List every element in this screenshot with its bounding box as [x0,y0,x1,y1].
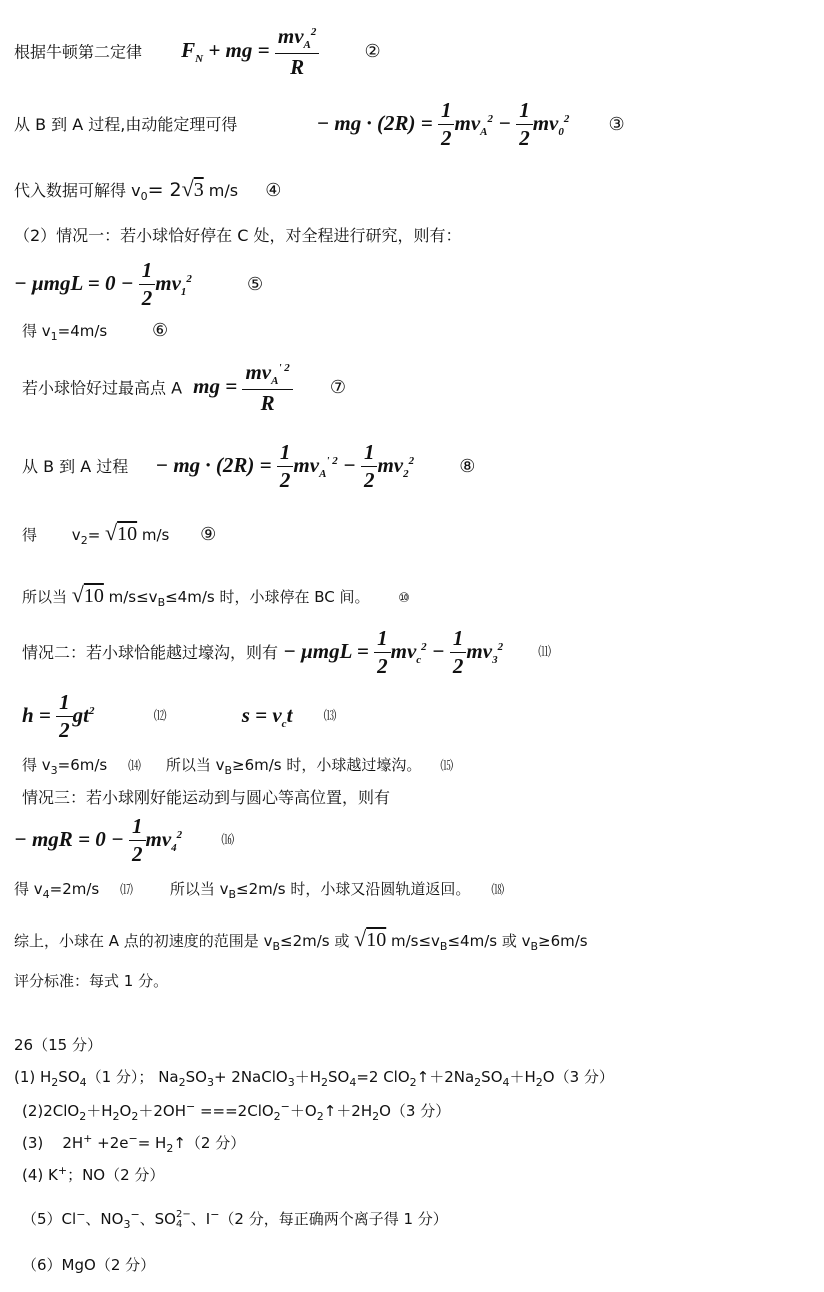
text: m/s≤v [103,588,158,606]
equation-number: ⑧ [459,455,476,477]
text: SO [327,1068,350,1086]
equation-number: ⑥ [152,320,169,341]
equation: − mg · (2R) = $\frac{1}{2}$ $mv_A^2$ − $\frac{1}{2}$ $mv_0^2$ [316,98,570,151]
line-q26-part5 [22,1208,448,1231]
text: ↑（2 分） [173,1134,246,1152]
text: ＋H [294,1068,321,1086]
text: SO [185,1068,207,1086]
text: (1) H [14,1068,52,1086]
sqrt-symbol: √ [354,926,367,951]
text: 得 [22,526,38,544]
subscript: 3 [50,764,58,777]
text: (2)2ClO [22,1102,80,1120]
superscript: 2− [176,1208,191,1220]
text: (4) K [22,1166,58,1184]
subscript: B [157,596,166,609]
text: （5）Cl [22,1210,77,1228]
text: ＋H [509,1068,536,1086]
text: 得 v [14,880,43,898]
sulfate-script [176,1210,191,1230]
text: O（3 分） [379,1102,451,1120]
text: 综上，小球在 A 点的初速度的范围是 v [14,932,273,950]
superscript: − [128,1132,138,1145]
line-q26-part6: （6）MgO（2 分） [22,1256,156,1274]
text: =6m/s [57,756,108,774]
subscript: 2 [273,1110,281,1123]
text: （2 分，每正确两个离子得 1 分） [219,1210,448,1228]
line-eq-5 [14,258,263,311]
label-text: 根据牛顿第二定律 [14,42,143,62]
sqrt-symbol: √ [105,520,118,545]
subscript: 2 [166,1142,174,1155]
text: ≤4m/s 时，小球停在 BC 间。 [165,588,370,606]
equation: $F_N$ + mg = $\frac{mv_A^2}{R}$ [181,38,319,62]
superscript: − [130,1208,140,1221]
subscript: 2 [372,1110,380,1123]
line-case-one: （2）情况一：若小球恰好停在 C 处，对全程进行研究，则有： [14,226,462,245]
equation: − μmgL = 0 − $\frac{1}{2}$ $mv_1^2$ [14,258,192,311]
subscript: B [272,940,280,953]
label-text: 从 B 到 A 过程,由动能定理可得 [14,115,238,135]
label-text: 从 B 到 A 过程 [22,457,129,477]
text: m/s≤v [386,932,440,950]
text: (3) 2H [22,1134,84,1152]
text: =4m/s [57,322,108,340]
text: ===2ClO [195,1102,274,1120]
line-scoring: 评分标准：每式 1 分。 [14,972,169,990]
equation-number: ⒄ [120,883,134,898]
line-q26-part3 [22,1132,245,1155]
text: = H [137,1134,167,1152]
superscript: − [76,1208,86,1221]
line-eq-16 [14,814,234,867]
unit: m/s [203,181,239,200]
subscript: 4 [42,888,50,901]
equation-number: ⑾ [538,644,552,660]
equation: − mgR = 0 − $\frac{1}{2}$ $mv_4^2$ [14,814,183,867]
superscript: − [210,1208,220,1221]
subscript: 4 [79,1076,87,1089]
text: v [71,526,81,544]
text: ≥6m/s [538,932,588,950]
line-energy-theorem [14,98,625,151]
subscript: 2 [80,534,88,547]
label-text: 情况二：若小球恰能越过壕沟，则有 [22,643,279,663]
radicand: 3 [193,179,204,201]
subscript: B [224,764,233,777]
line-q26-part2 [22,1100,450,1123]
sqrt-symbol: √ [71,582,84,607]
subscript: 2 [409,1076,417,1089]
subscript: B [439,940,448,953]
line-q26-part4 [22,1164,164,1184]
text: O（3 分） [542,1068,614,1086]
line-case-two [22,626,551,679]
text: 、SO [139,1210,176,1228]
text: 得 v [22,322,51,340]
equation-number: ⑨ [200,524,217,545]
equation-height: h = $\frac{1}{2}$ $gt^2$ [22,690,95,743]
subscript: 1 [50,330,58,343]
subscript: 2 [474,1076,482,1089]
text: 、NO [85,1210,124,1228]
equation-number: ⑩ [398,591,410,606]
subscript: 2 [79,1110,87,1123]
equation: − mg · (2R) = $\frac{1}{2}$ $mv_A^{' 2}$ − $\frac{1}{2}$ $mv_2^2$ [155,440,415,493]
line-q26-part1 [14,1068,614,1089]
text: ↑＋2Na [416,1068,475,1086]
text: 所以当 v [169,880,229,898]
equation: mg = $\frac{mv_A^{' 2}}{R}$ [193,374,293,398]
subscript: 4 [502,1076,510,1089]
text: SO [481,1068,503,1086]
subscript: 2 [51,1076,59,1089]
radicand: 10 [117,523,138,545]
radicand: 10 [366,929,387,951]
line-q26-heading: 26（15 分） [14,1036,102,1054]
equation-number: ⑤ [246,273,264,295]
subscript: 2 [112,1110,120,1123]
text: ；NO（2 分） [67,1166,165,1184]
text: ＋O [289,1102,317,1120]
equation: − μmgL = $\frac{1}{2}$ $mv_c^2$ − $\frac{1}{2}$ $mv_3^2$ [283,626,504,679]
line-b-to-a [22,440,475,493]
line-v3 [22,756,453,777]
subscript: 4 [349,1076,357,1089]
equation-number: ③ [608,113,625,135]
equation-number: ⒅ [491,883,505,898]
text: ↑＋2H [323,1102,373,1120]
superscript: − [185,1100,196,1113]
subscript: 2 [320,1076,328,1089]
equation-number: ⑦ [329,377,346,399]
text: 所以当 v [165,756,225,774]
equation-number: ⒀ [323,708,337,724]
equation-number: ⒃ [221,832,235,848]
equation-distance: $s = v_ct$ [241,702,293,730]
radicand: 10 [83,585,104,607]
text: =2m/s [49,880,100,898]
subscript: 3 [287,1076,295,1089]
subscript: B [228,888,237,901]
equation-number: ⒂ [440,759,454,774]
sqrt-symbol: √ [181,176,194,201]
equation-number: ⑿ [153,708,167,724]
text: + 2NaClO [213,1068,288,1086]
text: 所以当 [22,588,72,606]
superscript: + [57,1164,68,1177]
text: SO [58,1068,80,1086]
text: 得 v [22,756,51,774]
superscript: + [83,1132,93,1145]
text: +2e [92,1134,129,1152]
line-solve-v0 [14,176,281,203]
label-text: 若小球恰好过最高点 A [22,378,183,398]
line-highest-point [22,360,346,417]
text: = 2 [147,179,182,201]
text: ≤4m/s 或 v [447,932,531,950]
line-v2 [22,520,216,547]
text: ≤2m/s 或 [280,932,355,950]
line-case-three: 情况三：若小球刚好能运动到与圆心等高位置，则有 [22,788,391,807]
text: =2 ClO [356,1068,410,1086]
text: 、I [190,1210,211,1228]
subscript: B [530,940,539,953]
subscript: 4 [176,1218,183,1230]
text: ＋H [86,1102,113,1120]
line-v1 [22,320,168,343]
subscript: 2 [535,1076,543,1089]
line-summary [14,926,588,953]
subscript: 2 [316,1110,324,1123]
superscript: − [280,1100,290,1113]
subscript: 2 [178,1076,186,1089]
line-projectile [22,690,337,743]
equation-number: ④ [265,180,282,201]
line-newton-law [14,24,381,81]
text: （1 分）； Na [86,1068,179,1086]
line-v4 [14,880,504,901]
text: ＋2OH [138,1102,186,1120]
text: ≥6m/s 时，小球越过壕沟。 [232,756,422,774]
subscript: 0 [140,190,148,204]
subscript: 3 [123,1218,131,1231]
subscript: 3 [206,1076,214,1089]
text: 代入数据可解得 v [14,181,141,200]
equation-number: ⒁ [128,759,142,774]
text: = [87,526,106,544]
text: ≤2m/s 时，小球又沿圆轨道返回。 [236,880,471,898]
line-range-bc [22,582,410,609]
equation-number: ② [364,41,381,63]
subscript: 2 [131,1110,139,1123]
unit: m/s [137,526,170,544]
text: O [119,1102,132,1120]
